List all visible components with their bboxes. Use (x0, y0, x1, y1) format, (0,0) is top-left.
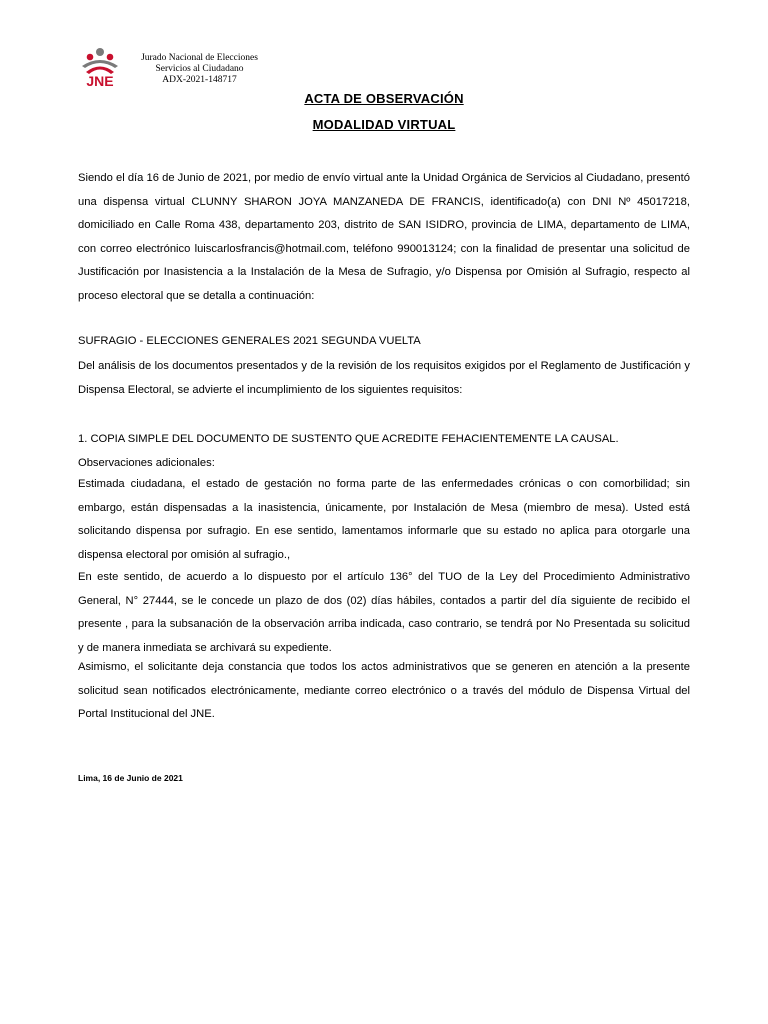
department-name: Servicios al Ciudadano (155, 64, 244, 74)
logo-text: JNE (86, 73, 114, 88)
observations-label: Observaciones adicionales: (78, 457, 215, 469)
place-date: Lima, 16 de Junio de 2021 (78, 773, 183, 783)
requirement-item: 1. COPIA SIMPLE DEL DOCUMENTO DE SUSTENTO QUE ACREDITE FEHACIENTEMENTE LA CAUSAL. (78, 433, 619, 445)
jne-logo-graphic (78, 46, 122, 88)
jne-logo (78, 46, 122, 88)
deadline-paragraph: En este sentido, de acuerdo a lo dispuesto por el artículo 136° del TUO de la Ley del Procedimiento Administrativo General, N° 27444, se le concede un plazo de dos (02) días hábiles, contados a partir del día siguiente de recibido el presente , para la subsanación de la observación arriba indicada, caso contrario, se tendrá por No Presentada su solicitud y de manera inmediata se archivará su expediente. (78, 571, 690, 654)
header-block (132, 53, 267, 86)
electoral-process: SUFRAGIO - ELECCIONES GENERALES 2021 SEGUNDA VUELTA (78, 335, 421, 347)
org-name: Jurado Nacional de Elecciones (141, 53, 258, 63)
observations-text: Estimada ciudadana, el estado de gestación no forma parte de las enfermedades crónicas o con comorbilidad; sin embargo, están dispensadas a la inasistencia, únicamente, por Instalación de Mesa (miembro de mesa). Usted está solicitando dispensa por sufragio. En ese sentido, lamentamos informarle que su estado no aplica para otorgarle una dispensa electoral por omisión al sufragio., (78, 478, 690, 561)
intro-paragraph: Siendo el día 16 de Junio de 2021, por medio de envío virtual ante la Unidad Orgánica de Servicios al Ciudadano, presentó una dispensa virtual CLUNNY SHARON JOYA MANZANEDA DE FRANCIS, identificado(a) con DNI Nº 45017218, domiciliado en Calle Roma 438, departamento 203, distrito de SAN ISIDRO, provincia de LIMA, departamento de LIMA, con correo electrónico luiscarlosfrancis@hotmail.com, teléfono 990013124; con la finalidad de presentar una solicitud de Justificación por Inasistencia a la Instalación de la Mesa de Sufragio, y/o Dispensa por Omisión al Sufragio, respecto al proceso electoral que se detalla a continuación: (78, 172, 690, 302)
document-title: ACTA DE OBSERVACIÓN (304, 91, 464, 106)
notice-paragraph: Asimismo, el solicitante deja constancia que todos los actos administrativos que se generen en atención a la presente solicitud sean notificados electrónicamente, mediante correo electrónico o a través del módulo de Dispensa Virtual del Portal Institucional del JNE. (78, 661, 690, 720)
document-subtitle: MODALIDAD VIRTUAL (312, 117, 456, 132)
analysis-paragraph: Del análisis de los documentos presentados y de la revisión de los requisitos exigidos por el Reglamento de Justificación y Dispensa Electoral, se advierte el incumplimiento de los siguientes requisitos: (78, 360, 690, 396)
reference-number: ADX-2021-148717 (162, 75, 237, 85)
